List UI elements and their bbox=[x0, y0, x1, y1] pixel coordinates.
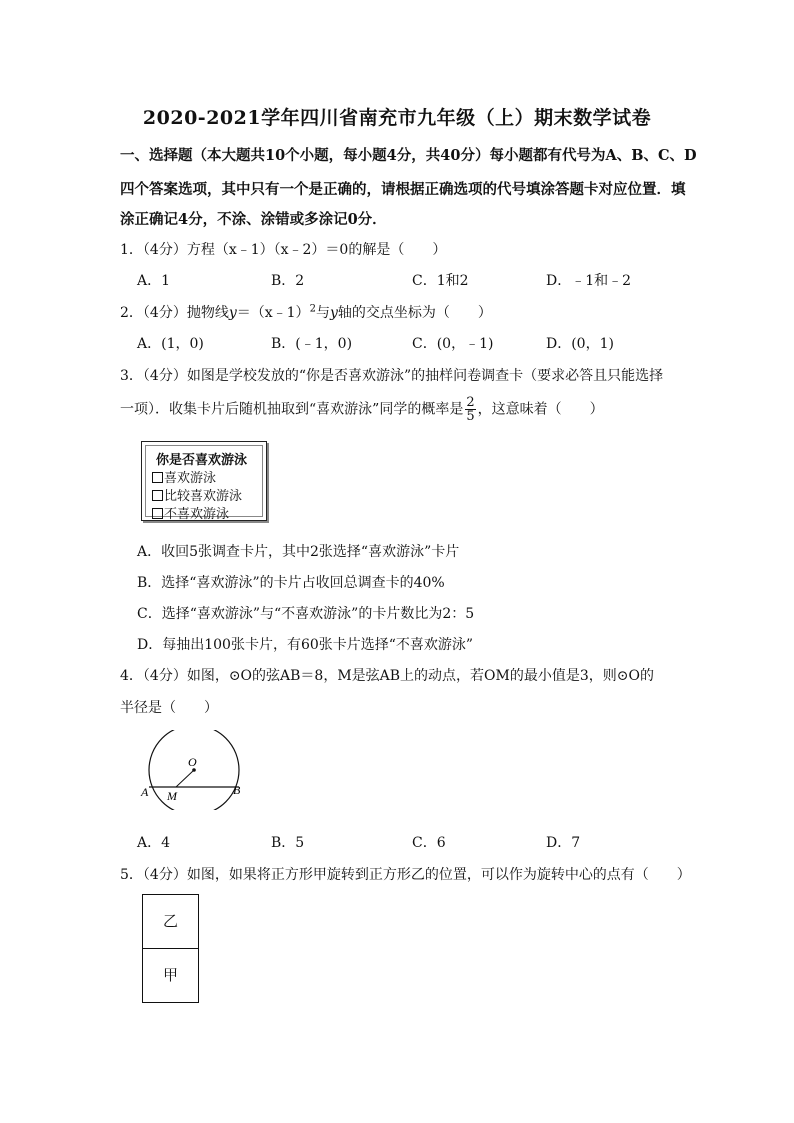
label-o: O bbox=[188, 755, 197, 769]
section-heading-line-1: 一、选择题（本大题共10个小题，每小题4分，共40分）每小题都有代号为A、B、C、D bbox=[120, 147, 697, 164]
survey-card-option-2: 比较喜欢游泳 bbox=[152, 485, 242, 504]
question-4-stem-line-1: 4．（4分）如图，⊙O的弦AB＝8，M是弦AB上的动点，若OM的最小值是3，则⊙O的 bbox=[120, 668, 654, 684]
fraction-two-fifths: $\frac{2}{5}$ bbox=[466, 395, 475, 424]
section-heading-line-3: 涂正确记4分，不涂、涂错或多涂记0分． bbox=[120, 211, 387, 228]
question-3-stem-line-1: 3．（4分）如图是学校发放的“你是否喜欢游泳”的抽样问卷调查卡（要求必答且只能选择 bbox=[120, 368, 664, 384]
label-m: M bbox=[167, 789, 177, 803]
square-jia: 甲 bbox=[142, 948, 199, 1003]
survey-card-option-3: 不喜欢游泳 bbox=[152, 503, 229, 522]
question-5-stem: 5．（4分）如图，如果将正方形甲旋转到正方形乙的位置，可以作为旋转中心的点有（ ） bbox=[120, 867, 691, 883]
checkbox-icon bbox=[152, 490, 163, 501]
question-2-option-d: D．(0，1) bbox=[546, 336, 614, 352]
page-title: 2020-2021学年四川省南充市九年级（上）期末数学试卷 bbox=[142, 107, 652, 129]
question-2-stem: 2．（4分）抛物线y＝（x﹣1）$^2$与y轴的交点坐标为（ ） bbox=[120, 303, 492, 321]
label-a: A bbox=[141, 785, 149, 799]
question-4-option-d: D．7 bbox=[546, 835, 581, 851]
question-3-option-c: C．选择“喜欢游泳”与“不喜欢游泳”的卡片数比为2：5 bbox=[137, 606, 475, 622]
question-2-option-a: A．(1，0) bbox=[137, 336, 204, 352]
survey-card bbox=[141, 441, 267, 521]
question-1-option-c: C．1和2 bbox=[412, 273, 469, 289]
question-3-option-d: D．每抽出100张卡片，有60张卡片选择“不喜欢游泳” bbox=[137, 637, 474, 653]
square-yi: 乙 bbox=[142, 894, 199, 949]
question-1-option-b: B．2 bbox=[271, 273, 305, 289]
survey-card-title: 你是否喜欢游泳 bbox=[156, 453, 248, 468]
segment-om bbox=[176, 770, 194, 787]
circle-chord-figure bbox=[136, 730, 246, 810]
section-heading-line-2: 四个答案选项，其中只有一个是正确的，请根据正确选项的代号填涂答题卡对应位置．填 bbox=[120, 181, 686, 198]
survey-card-option-1: 喜欢游泳 bbox=[152, 467, 216, 486]
question-4-option-a: A．4 bbox=[137, 835, 171, 851]
question-1-stem: 1．（4分）方程（x﹣1）（x﹣2）＝0的解是（ ） bbox=[120, 242, 447, 258]
question-1-option-d: D．﹣1和﹣2 bbox=[546, 273, 632, 289]
question-4-stem-line-2: 半径是（ ） bbox=[120, 700, 218, 716]
label-b: B bbox=[233, 783, 241, 797]
checkbox-icon bbox=[152, 508, 163, 519]
question-1-option-a: A．1 bbox=[137, 273, 171, 289]
question-4-option-c: C．6 bbox=[412, 835, 446, 851]
question-3-option-a: A．收回5张调查卡片，其中2张选择“喜欢游泳”卡片 bbox=[137, 544, 460, 560]
checkbox-icon bbox=[152, 472, 163, 483]
question-4-option-b: B．5 bbox=[271, 835, 305, 851]
question-2-option-c: C．(0，﹣1) bbox=[412, 336, 494, 352]
question-3-stem-line-2: 一项）．收集卡片后随机抽取到“喜欢游泳”同学的概率是 $\frac{2}{5}$ ，这意味着（ ） bbox=[120, 395, 604, 424]
question-3-option-b: B．选择“喜欢游泳”的卡片占收回总调查卡的40% bbox=[137, 575, 445, 591]
question-2-option-b: B．(﹣1，0) bbox=[271, 336, 353, 352]
